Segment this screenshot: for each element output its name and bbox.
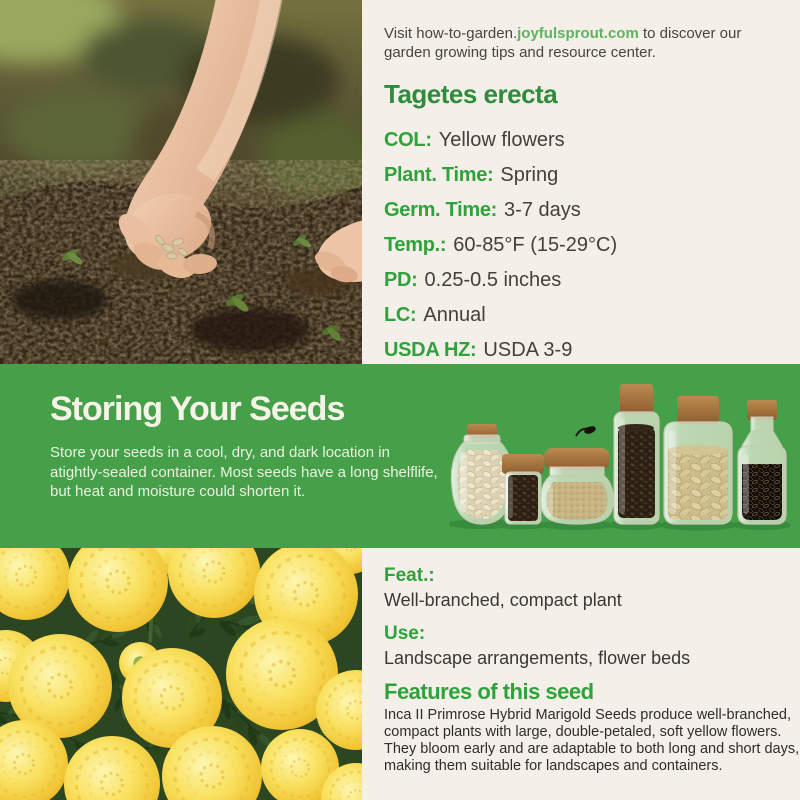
- jar-tall-dark: [614, 384, 659, 524]
- marigold-blooms: [0, 548, 362, 800]
- marigold-photo-art: [0, 548, 362, 800]
- spec-row-life-cycle: [384, 298, 784, 333]
- feature-value: Well-branched, compact plant: [384, 590, 622, 610]
- spec-label: Germ. Time:: [384, 199, 498, 222]
- features-heading: Features of this seed: [384, 679, 594, 704]
- spec-value: Annual: [423, 304, 486, 327]
- storing-seeds-body: Store your seeds in a cool, dry, and dark location in atightly-sealed container. Most seeds have a long shelflife, but heat and moisture could shorten it.: [50, 444, 438, 500]
- spec-row-planting-depth: [384, 263, 784, 298]
- storing-seeds-text: [50, 390, 445, 502]
- feature-label: Feat.:: [384, 565, 435, 586]
- spec-label: PD:: [384, 269, 418, 292]
- marigold-flowers-photo: [0, 548, 362, 800]
- visit-suffix: to discover our garden growing tips and resource center.: [384, 25, 742, 62]
- spec-row-plant-time: [384, 158, 784, 193]
- features-description: Inca II Primrose Hybrid Marigold Seeds produce well-branched, compact plants with large, double-petaled, soft yellow flowers. They bloom early and are adaptable to both long and short days, making them suitable for landscapes and containers.: [384, 707, 800, 774]
- storing-seeds-banner: [0, 364, 800, 548]
- spec-value: Spring: [500, 164, 559, 187]
- spec-value: 3-7 days: [504, 199, 581, 222]
- spec-label: Plant. Time:: [384, 164, 494, 187]
- use-label: Use:: [384, 623, 426, 644]
- plant-info-panel: [362, 0, 800, 364]
- spec-row-germ-time: [384, 193, 784, 228]
- spec-value: 60-85°F (15-29°C): [453, 234, 618, 257]
- spec-value: 0.25-0.5 inches: [424, 269, 562, 292]
- spec-label: LC:: [384, 304, 417, 327]
- jar-pumpkin-seeds: [664, 396, 732, 524]
- jar-dark-small: [502, 454, 544, 524]
- storing-seeds-title: Storing Your Seeds: [50, 390, 345, 428]
- seed-details-panel: [362, 548, 800, 800]
- visit-text: [384, 24, 752, 62]
- jar-black-seeds: [738, 400, 786, 524]
- spec-label: COL:: [384, 129, 432, 152]
- spec-label: USDA HZ:: [384, 339, 477, 362]
- website-link: joyfulsprout.com: [517, 25, 639, 42]
- sowing-photo-art: [0, 0, 362, 364]
- spec-row-temperature: [384, 228, 784, 263]
- seed-jars-art: [450, 372, 790, 532]
- visit-prefix: Visit how-to-garden.: [384, 25, 518, 42]
- sowing-seeds-photo: [0, 0, 362, 364]
- spec-value: Yellow flowers: [438, 129, 565, 152]
- spec-value: USDA 3-9: [483, 339, 573, 362]
- seed-jars-photo: [450, 372, 790, 532]
- spec-list: [384, 123, 784, 368]
- spec-label: Temp.:: [384, 234, 447, 257]
- page-title: Tagetes erecta: [384, 79, 558, 110]
- use-value: Landscape arrangements, flower beds: [384, 648, 691, 668]
- jar-white-beans: [451, 424, 512, 524]
- jar-tan-seeds: [541, 425, 613, 524]
- spec-row-color: [384, 123, 784, 158]
